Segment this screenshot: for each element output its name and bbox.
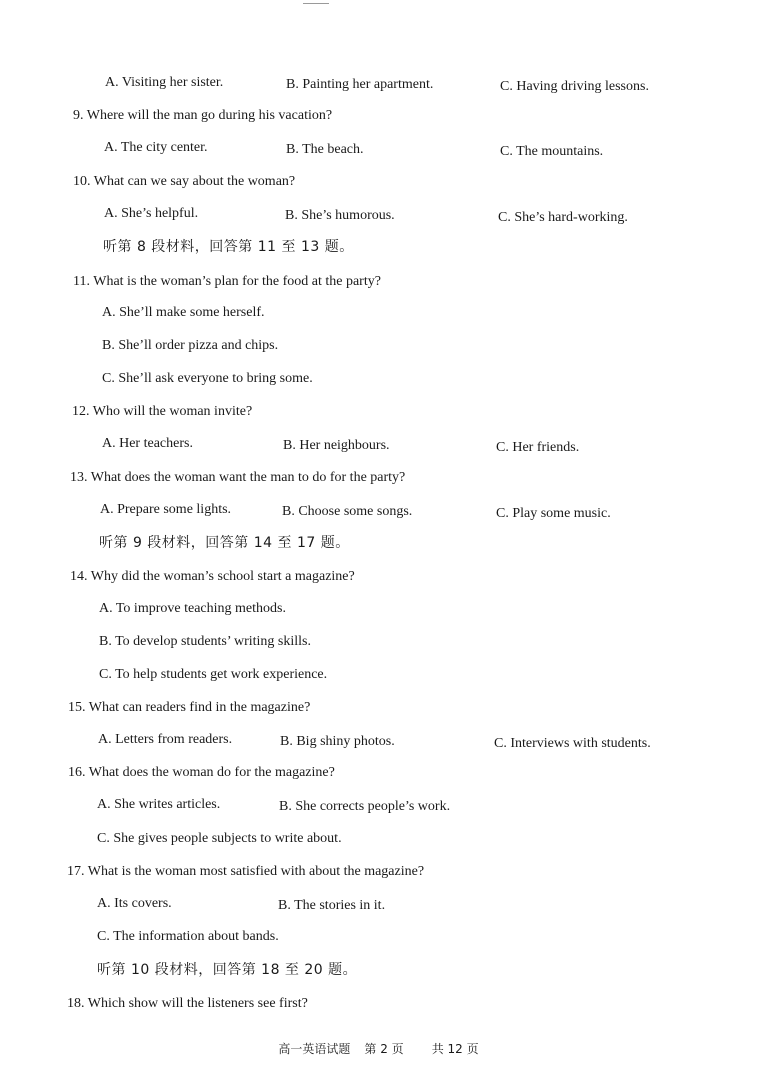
q15-option-a: A. Letters from readers. bbox=[98, 732, 233, 747]
question-number: 11. bbox=[73, 274, 90, 289]
question-number: 16. bbox=[68, 765, 86, 780]
q10-option-b: B. She’s humorous. bbox=[285, 208, 395, 223]
q11-option-a: A. She’ll make some herself. bbox=[102, 305, 265, 320]
question-text: Which show will the listeners see first? bbox=[87, 996, 308, 1011]
question-18 bbox=[67, 995, 308, 1013]
q14-option-a: A. To improve teaching methods. bbox=[99, 601, 286, 616]
question-16 bbox=[68, 764, 335, 782]
page-footer bbox=[0, 1041, 757, 1057]
q10-option-c: C. She’s hard-working. bbox=[498, 210, 628, 225]
question-number: 18. bbox=[67, 996, 85, 1011]
question-number: 12. bbox=[72, 404, 90, 419]
question-text: Where will the man go during his vacation? bbox=[86, 108, 333, 123]
question-9 bbox=[73, 107, 332, 125]
q15-option-b: B. Big shiny photos. bbox=[280, 734, 395, 749]
question-text: What can we say about the woman? bbox=[93, 174, 296, 189]
question-text: What does the woman do for the magazine? bbox=[88, 765, 335, 780]
question-number: 9. bbox=[73, 108, 84, 123]
q17-option-b: B. The stories in it. bbox=[278, 898, 386, 913]
q12-option-b: B. Her neighbours. bbox=[283, 438, 390, 453]
question-text: What is the woman’s plan for the food at the party? bbox=[93, 274, 381, 289]
q9-option-a: A. The city center. bbox=[104, 140, 208, 155]
q13-option-c: C. Play some music. bbox=[496, 506, 611, 521]
question-text: What is the woman most satisfied with about the magazine? bbox=[87, 864, 425, 879]
question-10 bbox=[73, 173, 295, 191]
q16-option-b: B. She corrects people’s work. bbox=[279, 799, 451, 814]
question-number: 15. bbox=[68, 700, 86, 715]
question-12 bbox=[72, 403, 252, 421]
question-13 bbox=[70, 469, 405, 487]
q13-option-b: B. Choose some songs. bbox=[282, 504, 413, 519]
q16-option-a: A. She writes articles. bbox=[97, 797, 221, 812]
section-8-instruction: 听第 8 段材料，回答第 11 至 13 题。 bbox=[103, 239, 354, 255]
question-number: 17. bbox=[67, 864, 85, 879]
q12-option-c: C. Her friends. bbox=[496, 440, 580, 455]
q14-option-b: B. To develop students’ writing skills. bbox=[99, 634, 311, 649]
q11-option-b: B. She’ll order pizza and chips. bbox=[102, 338, 279, 353]
q15-option-c: C. Interviews with students. bbox=[494, 736, 651, 751]
total-pages: 共 12 页 bbox=[431, 1042, 479, 1056]
q11-option-c: C. She’ll ask everyone to bring some. bbox=[102, 371, 313, 386]
question-text: Why did the woman’s school start a magazine? bbox=[90, 569, 355, 584]
question-text: What does the woman want the man to do for the party? bbox=[90, 470, 406, 485]
q8-option-b: B. Painting her apartment. bbox=[286, 77, 434, 92]
q13-option-a: A. Prepare some lights. bbox=[100, 502, 232, 517]
q12-option-a: A. Her teachers. bbox=[102, 436, 193, 451]
question-11 bbox=[73, 273, 381, 291]
q17-option-a: A. Its covers. bbox=[97, 896, 172, 911]
exam-title: 高一英语试题 bbox=[278, 1042, 351, 1056]
q8-option-a: A. Visiting her sister. bbox=[105, 75, 224, 90]
q8-option-c: C. Having driving lessons. bbox=[500, 79, 649, 94]
q14-option-c: C. To help students get work experience. bbox=[99, 667, 328, 682]
q9-option-b: B. The beach. bbox=[286, 142, 364, 157]
question-17 bbox=[67, 863, 424, 881]
question-text: Who will the woman invite? bbox=[92, 404, 253, 419]
question-number: 10. bbox=[73, 174, 91, 189]
q9-option-c: C. The mountains. bbox=[500, 144, 604, 159]
question-number: 14. bbox=[70, 569, 88, 584]
question-number: 13. bbox=[70, 470, 88, 485]
q10-option-a: A. She’s helpful. bbox=[104, 206, 199, 221]
top-scan-mark bbox=[303, 3, 329, 4]
page-number: 第 2 页 bbox=[364, 1042, 404, 1056]
q17-option-c: C. The information about bands. bbox=[97, 929, 279, 944]
question-14 bbox=[70, 568, 355, 586]
section-9-instruction: 听第 9 段材料，回答第 14 至 17 题。 bbox=[99, 535, 350, 551]
q16-option-c: C. She gives people subjects to write about. bbox=[97, 831, 342, 846]
question-text: What can readers find in the magazine? bbox=[88, 700, 311, 715]
question-15 bbox=[68, 699, 310, 717]
section-10-instruction: 听第 10 段材料，回答第 18 至 20 题。 bbox=[97, 962, 358, 978]
